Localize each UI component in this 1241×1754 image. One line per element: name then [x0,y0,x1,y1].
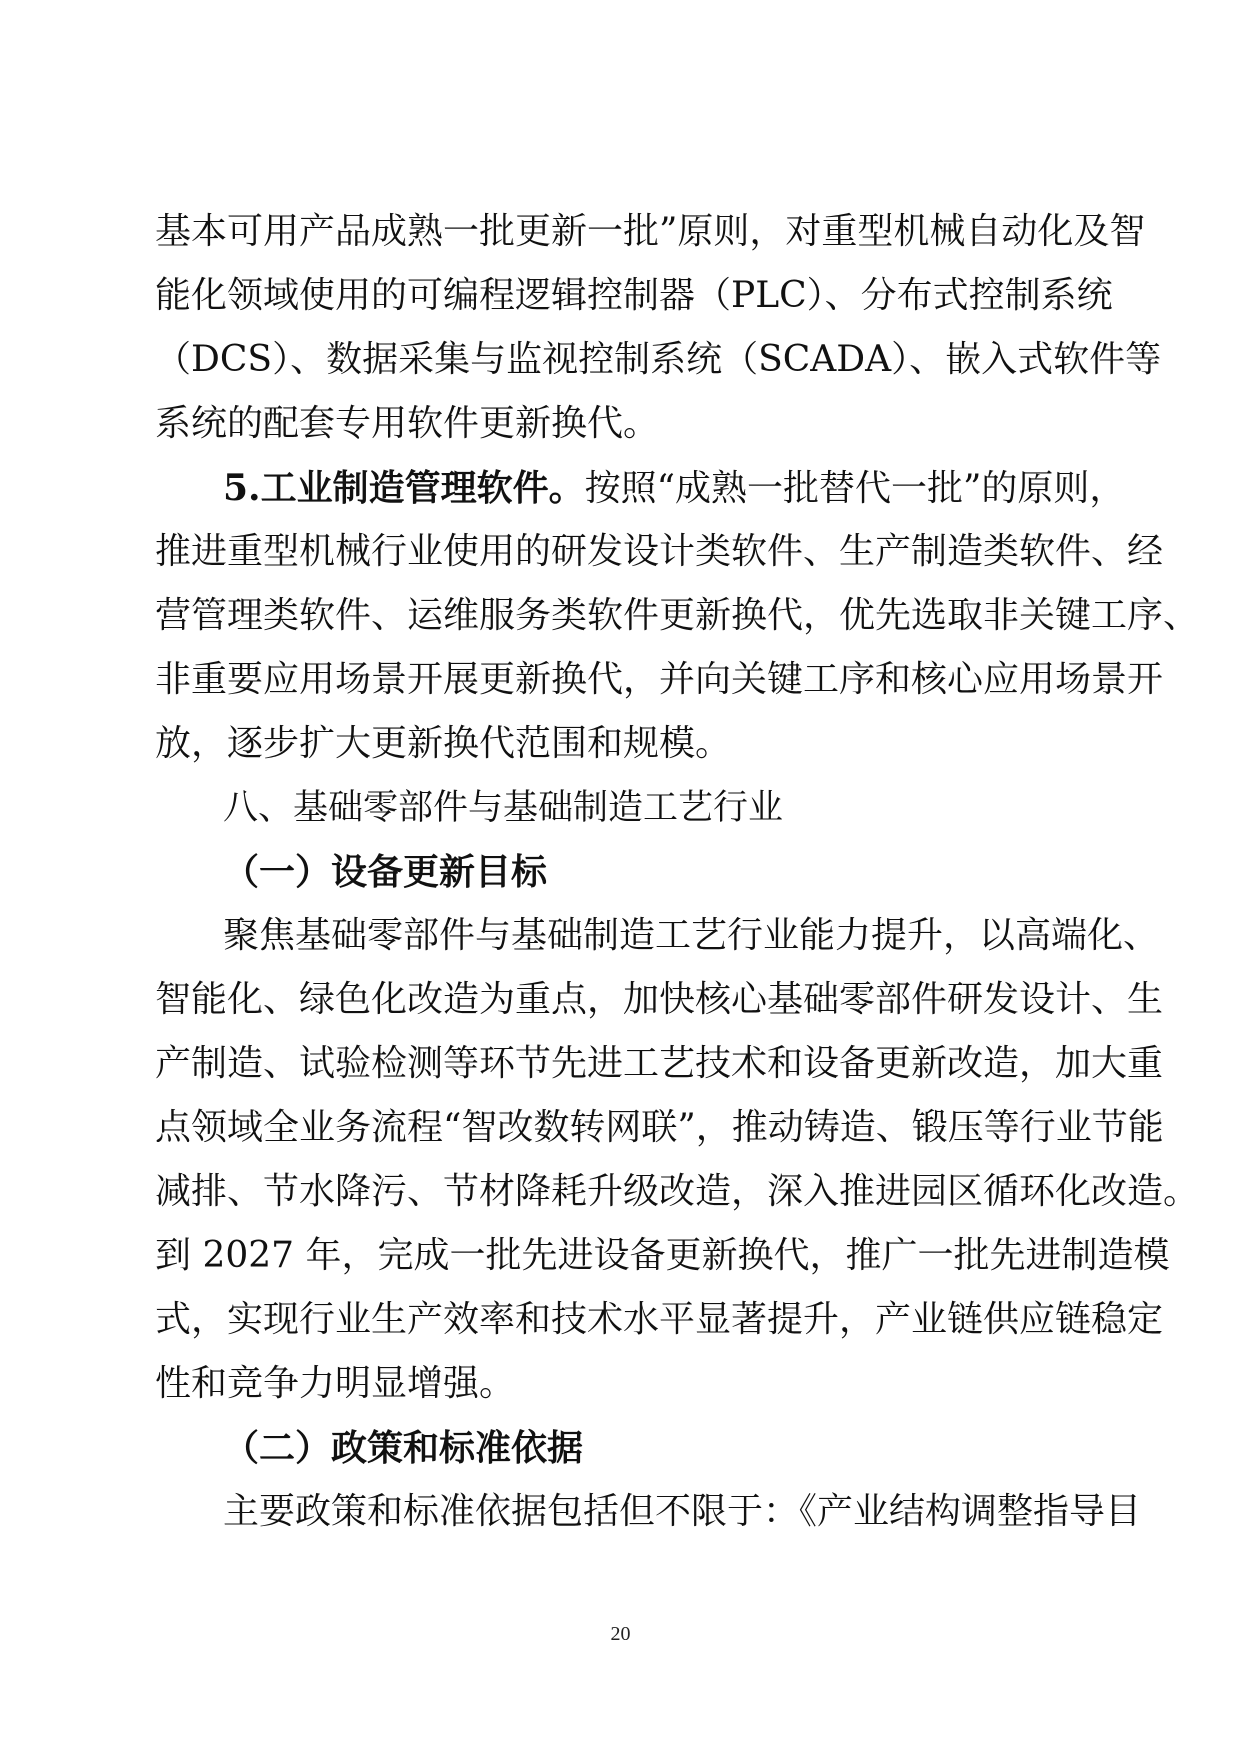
paragraph-line: 式，实现行业生产效率和技术水平显著提升，产业链供应链稳定 [155,1299,1164,1340]
paragraph-line: 放，逐步扩大更新换代范围和规模。 [155,723,732,764]
subsection-heading: （一）设备更新目标 [223,851,548,893]
page-number: 20 [610,1623,631,1645]
item-5-first-line [223,456,1126,520]
paragraph-line: 系统的配套专用软件更新换代。 [155,403,660,444]
paragraph-line: 点领域全业务流程“智改数转网联”，推动铸造、锻压等行业节能 [155,1107,1164,1148]
paragraph-line: （DCS）、数据采集与监视控制系统（SCADA）、嵌入式软件等 [155,339,1162,380]
paragraph-line: 能化领域使用的可编程逻辑控制器（PLC）、分布式控制系统 [155,275,1113,316]
paragraph-line: 到 2027 年，完成一批先进设备更新换代，推广一批先进制造模 [155,1235,1170,1276]
paragraph-line: 基本可用产品成熟一批更新一批”原则，对重型机械自动化及智 [155,211,1146,252]
paragraph-line: 产制造、试验检测等环节先进工艺技术和设备更新改造，加大重 [155,1043,1164,1084]
paragraph-line: 推进重型机械行业使用的研发设计类软件、生产制造类软件、经 [155,531,1164,572]
paragraph-line: 非重要应用场景开展更新换代，并向关键工序和核心应用场景开 [155,659,1164,700]
item-5-title: 5.工业制造管理软件。 [223,467,585,509]
paragraph-line: 减排、节水降污、节材降耗升级改造，深入推进园区循环化改造。 [155,1171,1200,1212]
item-5-text: 按照“成熟一批替代一批”的原则， [584,468,1126,509]
paragraph-line: 性和竞争力明显增强。 [155,1363,516,1404]
section-heading: 八、基础零部件与基础制造工艺行业 [223,788,784,828]
subsection-heading: （二）政策和标准依据 [223,1427,584,1469]
paragraph-line: 聚焦基础零部件与基础制造工艺行业能力提升，以高端化、 [223,915,1160,956]
paragraph-line: 智能化、绿色化改造为重点，加快核心基础零部件研发设计、生 [155,979,1164,1020]
paragraph-line: 营管理类软件、运维服务类软件更新换代，优先选取非关键工序、 [155,595,1200,636]
paragraph-line: 主要政策和标准依据包括但不限于：《产业结构调整指导目 [223,1491,1142,1532]
